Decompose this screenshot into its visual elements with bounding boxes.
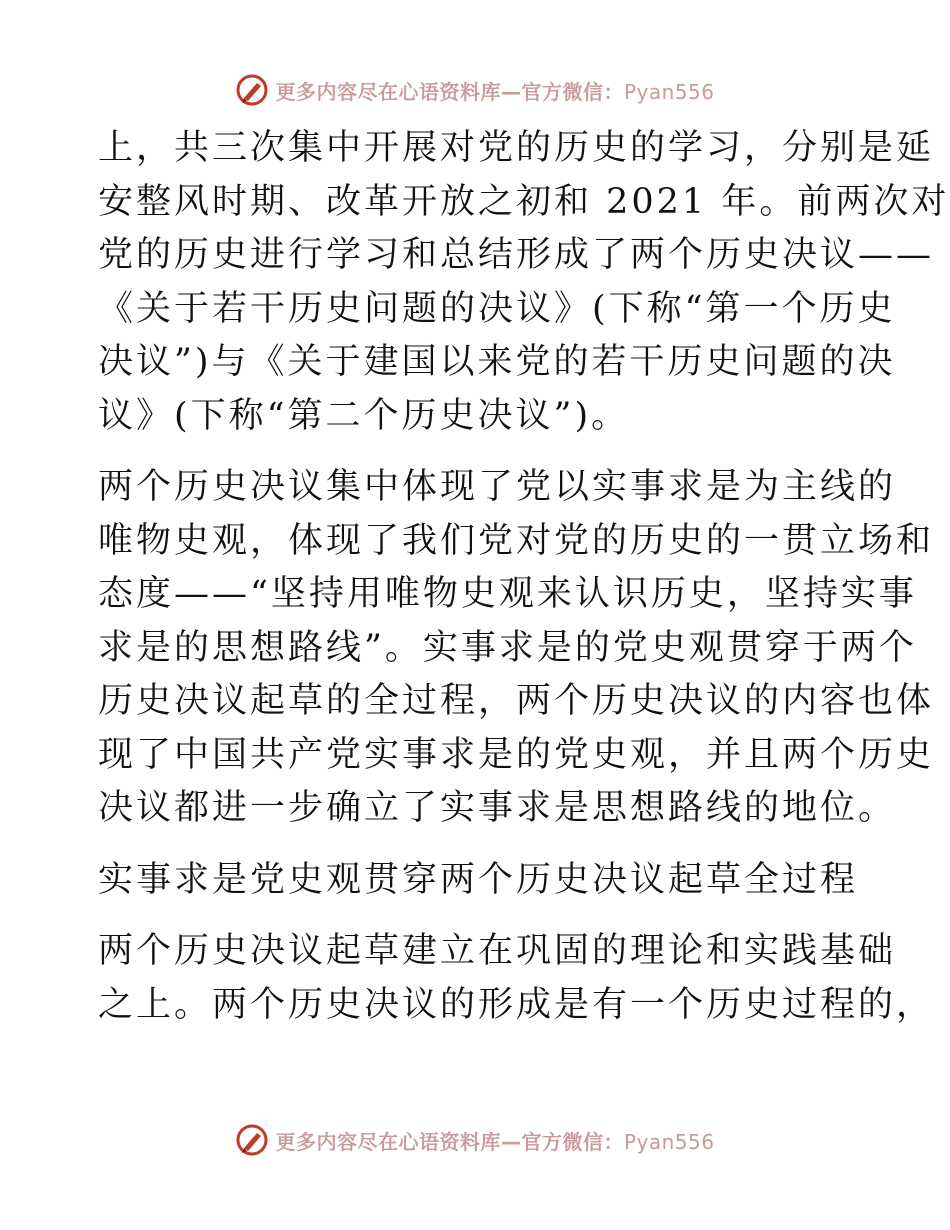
text-line: 求是的思想路线”。实事求是的党史观贯穿于两个 (98, 627, 917, 668)
text-line: 之上。两个历史决议的形成是有一个历史过程的， (98, 984, 935, 1025)
text-line: 两个历史决议集中体现了党以实事求是为主线的 (98, 467, 897, 507)
wechat-account: Pyan556 (623, 1129, 715, 1154)
banner-text (275, 1126, 714, 1155)
text-line: 两个历史决议起草建立在巩固的理论和实践基础 (98, 931, 897, 971)
banner-text (275, 76, 714, 105)
text-line: 决议”)与《关于建国以来党的若干历史问题的决 (98, 342, 896, 382)
paragraph-1 (98, 122, 950, 443)
document-body (98, 122, 950, 1032)
text-line: 决议都进一步确立了实事求是思想路线的地位。 (98, 788, 897, 828)
footer-banner (0, 1120, 950, 1160)
text-line: 上，共三次集中开展对党的历史的学习，分别是延 (98, 128, 935, 168)
text-line: 历史决议起草的全过程，两个历史决议的内容也体 (98, 681, 935, 721)
header-banner (0, 70, 950, 110)
text-line: 《关于若干历史问题的决议》(下称“第一个历史 (98, 288, 896, 329)
text-line: 议》(下称“第二个历史决议”)。 (98, 395, 630, 436)
paragraph-3 (98, 925, 935, 1032)
banner-label: 更多内容尽在心语资料库—官方微信： (275, 1129, 624, 1154)
text-line: 唯物史观，体现了我们党对党的历史的一贯立场和 (98, 520, 935, 561)
paragraph-2 (98, 461, 935, 836)
wechat-account: Pyan556 (623, 79, 715, 104)
text-line: 态度——“坚持用唯物史观来认识历史，坚持实事 (98, 574, 917, 614)
banner-label: 更多内容尽在心语资料库—官方微信： (275, 79, 624, 104)
pen-circle-logo-icon (235, 1123, 269, 1157)
text-line: 现了中国共产党实事求是的党史观，并且两个历史 (98, 734, 935, 775)
section-heading (98, 854, 858, 908)
text-line: 党的历史进行学习和总结形成了两个历史决议—— (98, 235, 935, 275)
pen-circle-logo-icon (235, 73, 269, 107)
text-line: 实事求是党史观贯穿两个历史决议起草全过程 (98, 859, 859, 900)
text-line: 安整风时期、改革开放之初和 2021 年。前两次对 (98, 181, 950, 222)
